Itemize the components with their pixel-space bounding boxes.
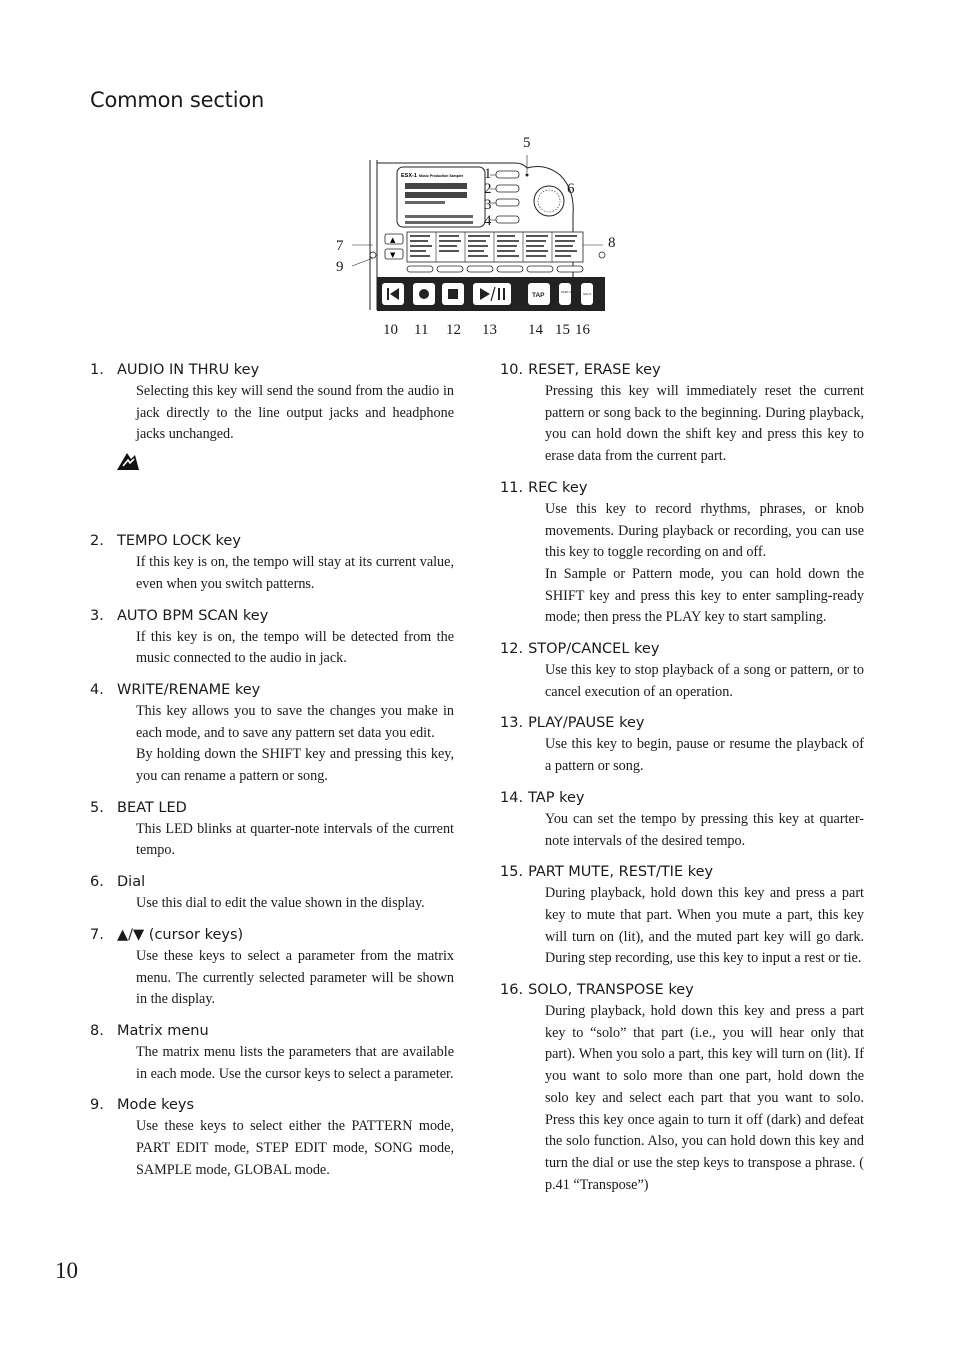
note-hand-icon: [115, 450, 141, 472]
callout-9: 9: [336, 259, 344, 275]
item-matrix-menu: [90, 1021, 454, 1085]
item-body: Use this key to begin, pause or resume the playback of a pattern or song.: [545, 736, 864, 775]
mute-label: PART MUTE: [561, 290, 579, 294]
item-body: In Sample or Pattern mode, you can hold down the SHIFT key and press this key to enter sampling-ready mode; then press the PLAY key to start sampling.: [545, 565, 864, 626]
item-stop-cancel: [500, 639, 864, 703]
callout-6: 6: [567, 181, 575, 197]
left-column: [90, 360, 454, 1191]
item-number: 7.: [90, 926, 104, 943]
callout-5: 5: [523, 135, 531, 151]
item-play-pause: [500, 713, 864, 777]
item-body: Pressing this key will immediately reset the current pattern or song back to the beginning. During playback, you can hold down the shift key and press this key to erase data from the current part.: [545, 383, 864, 465]
item-title: PART MUTE, REST/TIE key: [528, 864, 714, 881]
device-subtitle: Music Production Sampler: [419, 174, 464, 178]
callout-14: 14: [528, 322, 543, 338]
callout-11: 11: [414, 322, 429, 338]
solo-label: SOLO: [583, 292, 592, 296]
item-title: RESET, ERASE key: [528, 362, 661, 378]
device-name: ESX-1: [401, 173, 417, 179]
callout-13: 13: [482, 322, 497, 338]
tap-label: TAP: [532, 292, 545, 299]
item-title: ▲/▼ (cursor keys): [117, 926, 244, 943]
item-dial: [90, 872, 454, 915]
item-number: 11.: [500, 479, 524, 496]
item-title: STOP/CANCEL key: [528, 641, 660, 658]
item-number: 2.: [90, 533, 104, 550]
item-title: PLAY/PAUSE key: [528, 715, 645, 732]
callout-4: 4: [484, 213, 492, 229]
item-number: 16.: [500, 982, 524, 999]
item-body: Use these keys to select either the PATTERN mode, PART EDIT mode, STEP EDIT mode, SONG mode, SAMPLE mode, GLOBAL mode.: [136, 1118, 454, 1178]
item-tempo-lock: [90, 531, 454, 595]
callout-7: 7: [336, 238, 344, 254]
item-body: You can set the tempo by pressing this key at quarter-note intervals of the desired tempo.: [545, 810, 864, 849]
item-body: Use this dial to edit the value shown in the display.: [136, 895, 425, 912]
item-body: By holding down the SHIFT key and pressing this key, you can rename a pattern or song.: [136, 746, 454, 785]
item-title: TAP key: [528, 789, 585, 806]
callout-15: 15: [555, 322, 570, 338]
callout-10: 10: [383, 322, 398, 338]
item-number: 5.: [90, 799, 104, 816]
item-number: 14.: [500, 789, 524, 806]
item-part-mute: [500, 862, 864, 970]
item-body: Selecting this key will send the sound from the audio in jack directly to the line output jacks and headphone jacks unchanged.: [136, 383, 454, 443]
item-title: AUDIO IN THRU key: [117, 362, 260, 378]
item-number: 6.: [90, 874, 104, 891]
right-column: [500, 360, 864, 1206]
item-title: BEAT LED: [117, 799, 187, 816]
item-number: 1.: [90, 362, 104, 378]
item-title: AUTO BPM SCAN key: [117, 607, 269, 624]
item-body: Use this key to stop playback of a song or pattern, or to cancel execution of an operation.: [545, 662, 864, 700]
item-title: Dial: [117, 874, 146, 891]
item-reset-erase: [500, 360, 864, 468]
item-title: WRITE/RENAME key: [117, 681, 261, 698]
section-title: Common section: [90, 88, 265, 112]
item-body: The matrix menu lists the parameters that are available in each mode. Use the cursor keys to select a parameter.: [136, 1043, 454, 1082]
item-number: 8.: [90, 1022, 104, 1039]
item-body: This key allows you to save the changes you make in each mode, and to save any pattern set data you edit.: [136, 702, 454, 741]
item-body: During playback, hold down this key and press a part key to “solo” that part (i.e., you will hear only that part). When you solo a part, this key will turn on (lit). If you want to solo more than one part, hold down the solo key and select each part that you want to solo. Press this key once again to turn it off (dark) and defeat the solo function. Also, you can hold down this key and turn the dial or use the step keys to transpose a phrase. ( p.41 “Transpose”): [545, 1003, 864, 1193]
item-number: 9.: [90, 1097, 104, 1114]
item-body: If this key is on, the tempo will be detected from the music connected to the audio in jack.: [136, 628, 454, 667]
svg-text:▼: ▼: [390, 251, 396, 259]
item-title: Matrix menu: [117, 1022, 209, 1039]
svg-text:▲: ▲: [390, 236, 396, 244]
item-audio-in-thru: [90, 360, 454, 521]
item-solo-transpose: [500, 980, 864, 1196]
item-title: TEMPO LOCK key: [117, 533, 241, 550]
item-number: 12.: [500, 641, 524, 658]
item-title: SOLO, TRANSPOSE key: [528, 982, 694, 999]
item-beat-led: [90, 798, 454, 862]
item-number: 15.: [500, 864, 524, 881]
item-title: REC key: [528, 479, 588, 496]
item-number: 4.: [90, 681, 104, 698]
item-number: 13.: [500, 715, 524, 732]
item-rec: [500, 478, 864, 629]
callout-3: 3: [484, 197, 492, 213]
device-diagram: [335, 135, 625, 345]
item-number: 10.: [500, 362, 524, 378]
page-number: 10: [55, 1258, 78, 1283]
item-auto-bpm-scan: [90, 606, 454, 670]
item-body: Use this key to record rhythms, phrases, or knob movements. During playback or recording, you can use this key to toggle recording on and off.: [545, 500, 864, 561]
callout-2: 2: [484, 181, 492, 197]
item-body: Use these keys to select a parameter from the matrix menu. The currently selected parameter will be shown in the display.: [136, 947, 454, 1008]
callout-12: 12: [446, 322, 461, 338]
item-tap: [500, 788, 864, 852]
item-title: Mode keys: [117, 1097, 195, 1114]
callout-8: 8: [608, 235, 616, 251]
item-mode-keys: [90, 1095, 454, 1181]
callout-1: 1: [484, 166, 492, 182]
item-body: This LED blinks at quarter-note intervals of the current tempo.: [136, 820, 454, 859]
callout-16: 16: [575, 322, 590, 338]
item-write-rename: [90, 680, 454, 788]
item-body: During playback, hold down this key and press a part key to mute that part. When you mute a part, this key will turn on (lit), and the muted part key will go dark. During step recording, use this key to input a rest or tie.: [545, 885, 864, 967]
esx1-panel-illustration: [335, 135, 625, 345]
item-number: 3.: [90, 607, 104, 624]
item-cursor-keys: [90, 925, 454, 1011]
item-body: If this key is on, the tempo will stay at its current value, even when you switch patterns.: [136, 554, 454, 592]
